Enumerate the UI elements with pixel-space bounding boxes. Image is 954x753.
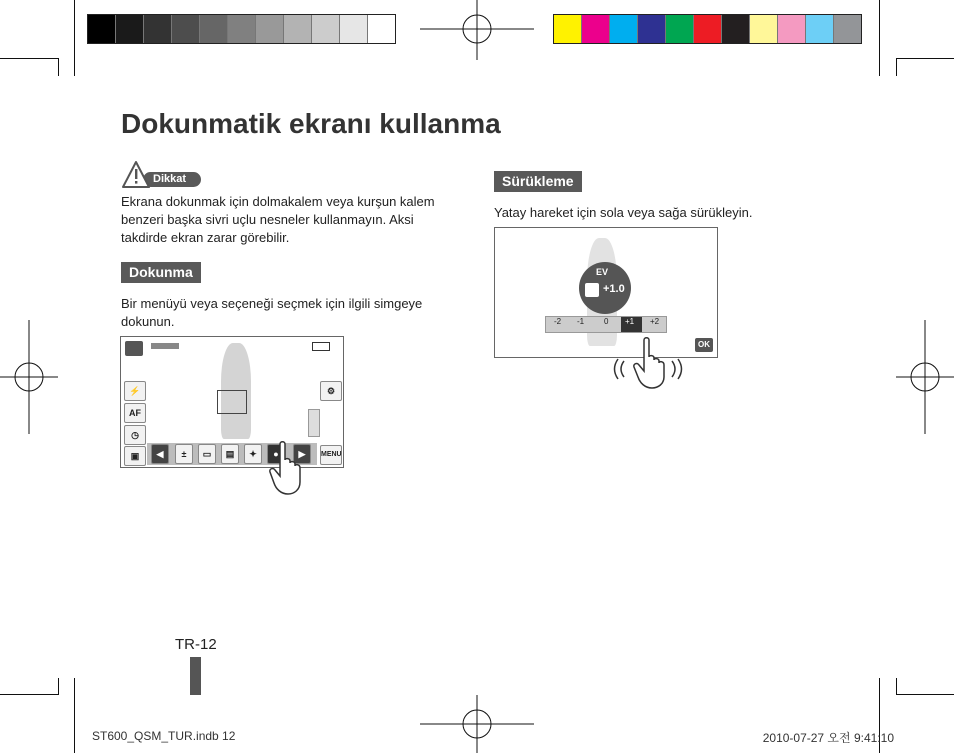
quality-icon: ✦: [244, 444, 262, 464]
crop-mark: [879, 0, 880, 76]
footer-file-info: ST600_QSM_TUR.indb 12: [92, 729, 236, 743]
focus-icon: AF: [124, 403, 146, 423]
focus-frame: [217, 390, 247, 414]
settings-icon: ⚙: [320, 381, 342, 401]
color-swatch: [200, 15, 228, 43]
color-swatch: [312, 15, 340, 43]
color-swatch: [778, 15, 806, 43]
toolbar-left-arrow-icon: ◀: [151, 444, 169, 464]
crop-mark: [896, 694, 954, 695]
color-swatch: [172, 15, 200, 43]
color-swatch: [806, 15, 834, 43]
touch-section-label: Dokunma: [121, 262, 201, 283]
toolbar-right-arrow-icon: ▶: [293, 444, 311, 464]
color-swatch: [144, 15, 172, 43]
crop-mark: [896, 678, 897, 695]
drag-hand-icon: [612, 337, 692, 389]
ok-button: OK: [695, 338, 713, 352]
registration-mark-right: [896, 320, 954, 434]
color-swatch: [638, 15, 666, 43]
crop-mark: [0, 694, 58, 695]
drag-section-label: Sürükleme: [494, 171, 582, 192]
ev-scale-label: +2: [650, 317, 660, 326]
color-swatch: [284, 15, 312, 43]
status-icons: [151, 343, 179, 349]
crop-mark: [58, 678, 59, 695]
crop-mark: [896, 58, 954, 59]
color-swatch: [340, 15, 368, 43]
color-swatch: [834, 15, 861, 43]
menu-button: MENU: [320, 445, 342, 465]
color-swatch: [722, 15, 750, 43]
ev-icon: [585, 283, 599, 297]
ev-scale-label: 0: [604, 317, 609, 326]
flash-icon: ⚡: [124, 381, 146, 401]
crop-mark: [74, 678, 75, 753]
registration-mark-left: [0, 320, 58, 434]
page-title: Dokunmatik ekranı kullanma: [121, 108, 501, 139]
color-swatch: [610, 15, 638, 43]
timer-icon: ◷: [124, 425, 146, 445]
color-swatch: [116, 15, 144, 43]
side-tab: [308, 409, 320, 437]
crop-mark: [74, 0, 75, 76]
registration-mark-bottom: [420, 695, 534, 753]
camera-mode-icon: [125, 341, 143, 356]
display-icon: ▣: [124, 446, 146, 466]
iso-icon: ▤: [221, 444, 239, 464]
grayscale-swatch-bar: [87, 14, 396, 44]
touch-section-text: Bir menüyü veya seçeneği seçmek için ilgili simgeye dokunun.: [121, 296, 423, 329]
caution-label: Dikkat: [153, 173, 187, 185]
crop-mark: [0, 58, 58, 59]
caution-text: Ekrana dokunmak için dolmakalem veya kurşun kalem benzeri başka sivri uçlu nesneler kullanmayın. Aksi takdirde ekran zarar görebilir.: [121, 194, 435, 245]
page-number: TR-12: [175, 636, 217, 653]
color-swatch: [88, 15, 116, 43]
crop-mark: [58, 58, 59, 76]
selected-option-icon: ●: [267, 444, 285, 464]
color-swatch: [256, 15, 284, 43]
ev-slider: [545, 316, 667, 333]
crop-mark: [896, 58, 897, 76]
color-swatch: [666, 15, 694, 43]
color-swatch: [228, 15, 256, 43]
battery-icon: [312, 342, 330, 351]
drag-section-text: Yatay hareket için sola veya sağa sürükleyin.: [494, 205, 753, 220]
ev-value: +1.0: [603, 283, 625, 295]
color-swatch: [694, 15, 722, 43]
ev-scale-label: -2: [554, 317, 562, 326]
color-swatch-bar: [553, 14, 862, 44]
color-swatch: [554, 15, 582, 43]
page-tab-marker: [190, 657, 201, 695]
ev-label: EV: [596, 267, 609, 277]
color-swatch: [750, 15, 778, 43]
color-swatch: [582, 15, 610, 43]
ev-icon: ±: [175, 444, 193, 464]
registration-mark-top: [420, 0, 534, 60]
ev-scale-label: -1: [577, 317, 585, 326]
color-swatch: [368, 15, 395, 43]
footer-timestamp: 2010-07-27 오전 9:41:10: [762, 731, 894, 745]
size-icon: ▭: [198, 444, 216, 464]
ev-scale-label: +1: [625, 317, 635, 326]
touch-hand-icon: [268, 440, 320, 496]
